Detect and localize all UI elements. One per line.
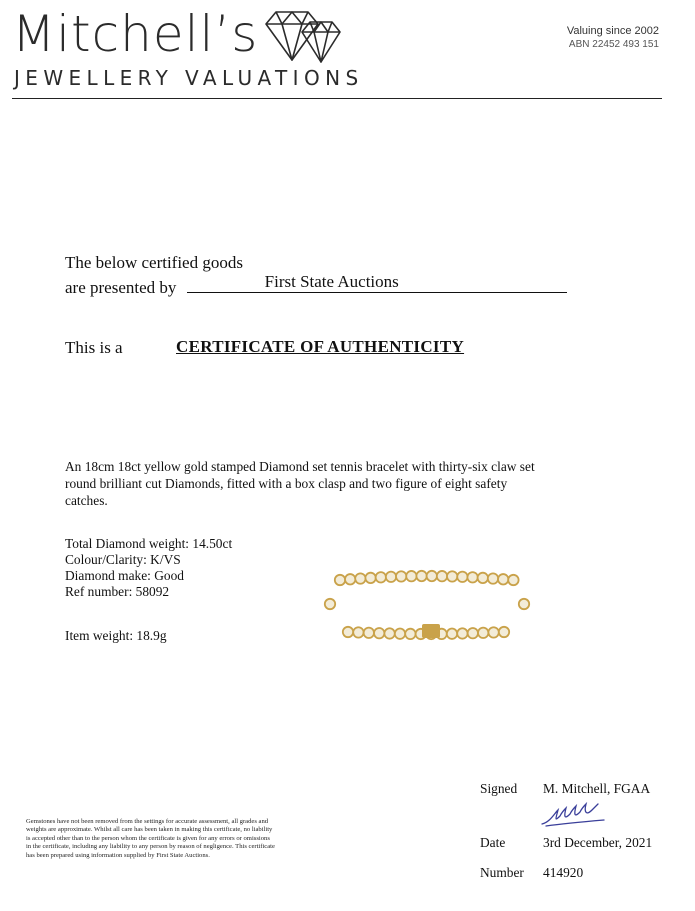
bracelet-stone xyxy=(384,628,394,638)
signed-label: Signed xyxy=(480,781,518,796)
bracelet-stone xyxy=(468,628,478,638)
certificate-title: CERTIFICATE OF AUTHENTICITY xyxy=(176,337,465,356)
bracelet-stone xyxy=(374,628,384,638)
bracelet-stone xyxy=(447,629,457,639)
bracelet-stone xyxy=(478,573,488,583)
bracelet-stone xyxy=(447,571,457,581)
certificate-prefix: This is a xyxy=(65,338,123,357)
bracelet-stone xyxy=(343,627,353,637)
bracelet-stone xyxy=(365,573,375,583)
date-value: 3rd December, 2021 xyxy=(543,835,653,850)
bracelet-stone xyxy=(355,573,365,583)
bracelet-stone xyxy=(508,575,518,585)
bracelet-stone xyxy=(457,628,467,638)
bracelet-stone xyxy=(427,571,437,581)
signed-value: M. Mitchell, FGAA xyxy=(543,781,651,796)
bracelet-stone xyxy=(519,599,529,609)
bracelet-stone xyxy=(457,572,467,582)
valuing-since-block xyxy=(567,24,659,52)
bracelet-stone xyxy=(325,599,335,609)
bracelet-stone xyxy=(376,572,386,582)
disclaimer-text: Gemstones have not been removed from the settings for accurate assessment, all grades and weights are approximate. Whilst all care has been taken in making this certificate, no liability is accepted other than to the person whom the certificate is given for any errors or omissions in the certificate, including any liability to any person by reason of negligence. This certificate has been prepared using information supplied by First State Auctions. xyxy=(26,818,275,859)
colour-clarity: Colour/Clarity: K/VS xyxy=(65,552,181,567)
number-value: 414920 xyxy=(543,865,584,880)
bracelet-stone xyxy=(478,628,488,638)
ref-number: Ref number: 58092 xyxy=(65,584,170,599)
bracelet-stone xyxy=(416,571,426,581)
brand-tagline: JEWELLERY VALUATIONS xyxy=(14,66,364,90)
abn: ABN 22452 493 151 xyxy=(568,39,659,50)
bracelet-stone xyxy=(396,571,406,581)
bracelet-stone xyxy=(499,627,509,637)
bracelet-clasp xyxy=(422,624,440,638)
signature-image xyxy=(540,800,610,830)
item-description: An 18cm 18ct yellow gold stamped Diamond set tennis bracelet with thirty-six claw set round brilliant cut Diamonds, fitted with a box clasp and two figure of eight safety catches. xyxy=(65,459,535,508)
bracelet-stone xyxy=(335,575,345,585)
bracelet-stone xyxy=(406,571,416,581)
bracelet-stone xyxy=(364,628,374,638)
bracelet-stone xyxy=(345,574,355,584)
diamond-make: Diamond make: Good xyxy=(65,568,185,583)
number-label: Number xyxy=(480,865,524,880)
total-diamond-weight: Total Diamond weight: 14.50ct xyxy=(65,536,233,551)
bracelet-photo xyxy=(318,560,538,660)
bracelet-stone xyxy=(395,629,405,639)
header-divider xyxy=(12,98,662,99)
item-weight: Item weight: 18.9g xyxy=(65,628,167,643)
presented-line-1: The below certified goods xyxy=(65,253,243,272)
bracelet-stone xyxy=(498,574,508,584)
bracelet-stone xyxy=(488,573,498,583)
presented-line-2 xyxy=(65,274,567,298)
diamond-logo-icon xyxy=(262,8,342,70)
specs-list xyxy=(65,536,232,600)
presenter-name: First State Auctions xyxy=(264,272,399,291)
date-label: Date xyxy=(480,835,506,850)
bracelet-stone xyxy=(437,571,447,581)
bracelet-stone xyxy=(467,572,477,582)
bracelet-stone xyxy=(386,572,396,582)
bracelet-stone xyxy=(405,629,415,639)
bracelet-stone xyxy=(488,627,498,637)
presenter-underline xyxy=(187,274,567,293)
valuing-since: Valuing since 2002 xyxy=(566,25,659,37)
bracelet-stone xyxy=(353,627,363,637)
brand-name: Mitchell’s xyxy=(12,5,259,63)
presented-by-label: are presented by xyxy=(65,278,177,297)
